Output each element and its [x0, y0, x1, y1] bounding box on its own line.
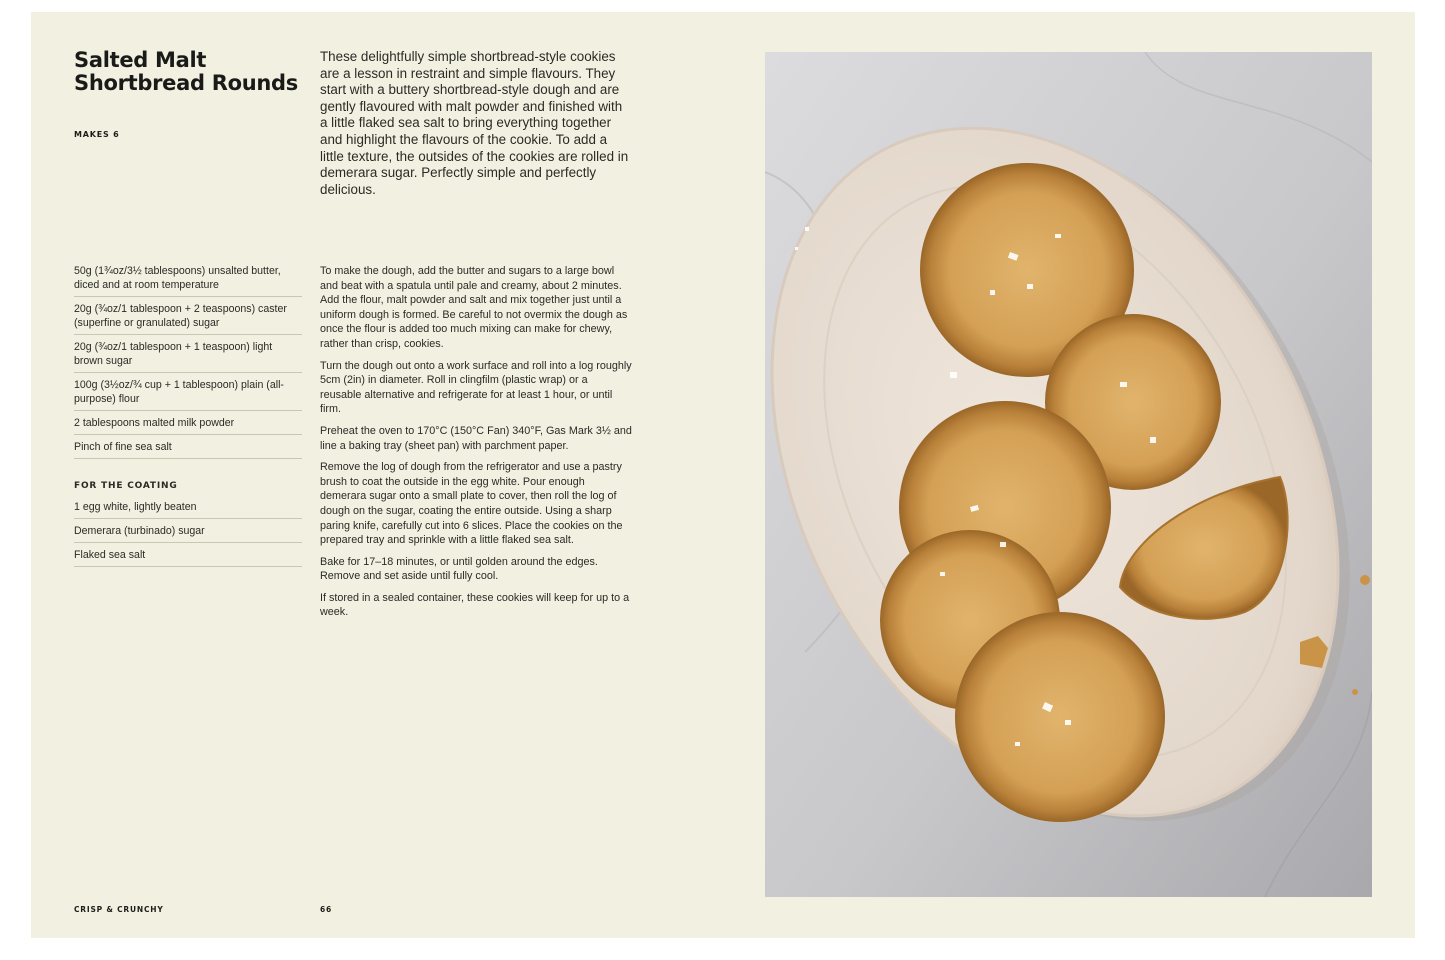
recipe-yield: MAKES 6 — [74, 130, 120, 139]
ingredient-item: 2 tablespoons malted milk powder — [74, 415, 302, 435]
method-step: Bake for 17–18 minutes, or until golden around the edges. Remove and set aside until fully cool. — [320, 555, 598, 583]
ingredient-item: 20g (¾oz/1 tablespoon + 2 teaspoons) caster (superfine or granulated) sugar — [74, 301, 302, 335]
method-section — [320, 264, 632, 627]
recipe-intro: These delightfully simple shortbread-style cookies are a lesson in restraint and simple flavours. They start with a buttery shortbread-style dough and are gently flavoured with malt powder and finished with a little flaked sea salt to bring everything together and highlight the flavours of the cookie. To add a little texture, the outsides of the cookies are rolled in demerara sugar. Perfectly simple and perfectly delicious. — [320, 49, 629, 197]
coating-item: Demerara (turbinado) sugar — [74, 523, 302, 543]
coating-list — [74, 499, 302, 567]
ingredient-item: Pinch of fine sea salt — [74, 439, 302, 459]
ingredients-section — [74, 263, 302, 571]
method-step: Turn the dough out onto a work surface and roll into a log roughly 5cm (2in) in diameter. Roll in clingfilm (plastic wrap) or a reusable alternative and refrigerate for at least 1 hour, or until firm. — [320, 359, 632, 416]
coating-heading: FOR THE COATING — [74, 481, 178, 491]
method-step: Preheat the oven to 170°C (150°C Fan) 340°F, Gas Mark 3½ and line a baking tray (sheet pan) with parchment paper. — [320, 424, 632, 452]
cookie-crumb — [1360, 575, 1370, 585]
ingredient-list — [74, 263, 302, 459]
page-number: 66 — [320, 905, 333, 914]
cookies-photo — [765, 52, 1372, 897]
method-step: If stored in a sealed container, these cookies will keep for up to a week. — [320, 591, 630, 619]
coating-item: 1 egg white, lightly beaten — [74, 499, 302, 519]
ingredient-item: 20g (¾oz/1 tablespoon + 1 teaspoon) light brown sugar — [74, 339, 302, 373]
ingredient-item: 100g (3½oz/¾ cup + 1 tablespoon) plain (all-purpose) flour — [74, 377, 302, 411]
cookie-crumb — [1352, 689, 1358, 695]
section-name: CRISP & CRUNCHY — [74, 905, 164, 914]
coating-item: Flaked sea salt — [74, 547, 302, 567]
method-step: Remove the log of dough from the refrigerator and use a pastry brush to coat the outside in the egg white. Pour enough demerara sugar onto a small plate to cover, then roll the log of dough on the sugar, coating the entire outside. Using a sharp paring knife, carefully cut into 6 slices. Place the cookies on the prepared tray and sprinkle with a little flaked sea salt. — [320, 461, 623, 547]
recipe-title: Salted Malt Shortbread Rounds — [74, 48, 298, 95]
cookie — [955, 612, 1165, 822]
ingredient-item: 50g (1¾oz/3½ tablespoons) unsalted butter, diced and at room temperature — [74, 263, 302, 297]
book-spread — [31, 12, 1415, 938]
method-step: To make the dough, add the butter and sugars to a large bowl and beat with a spatula until pale and creamy, about 2 minutes. Add the flour, malt powder and salt and mix together just until a uniform dough is formed. Be careful to not overmix the dough as once the flour is added too much mixing can make for chewy, rather than crisp, cookies. — [320, 265, 628, 350]
